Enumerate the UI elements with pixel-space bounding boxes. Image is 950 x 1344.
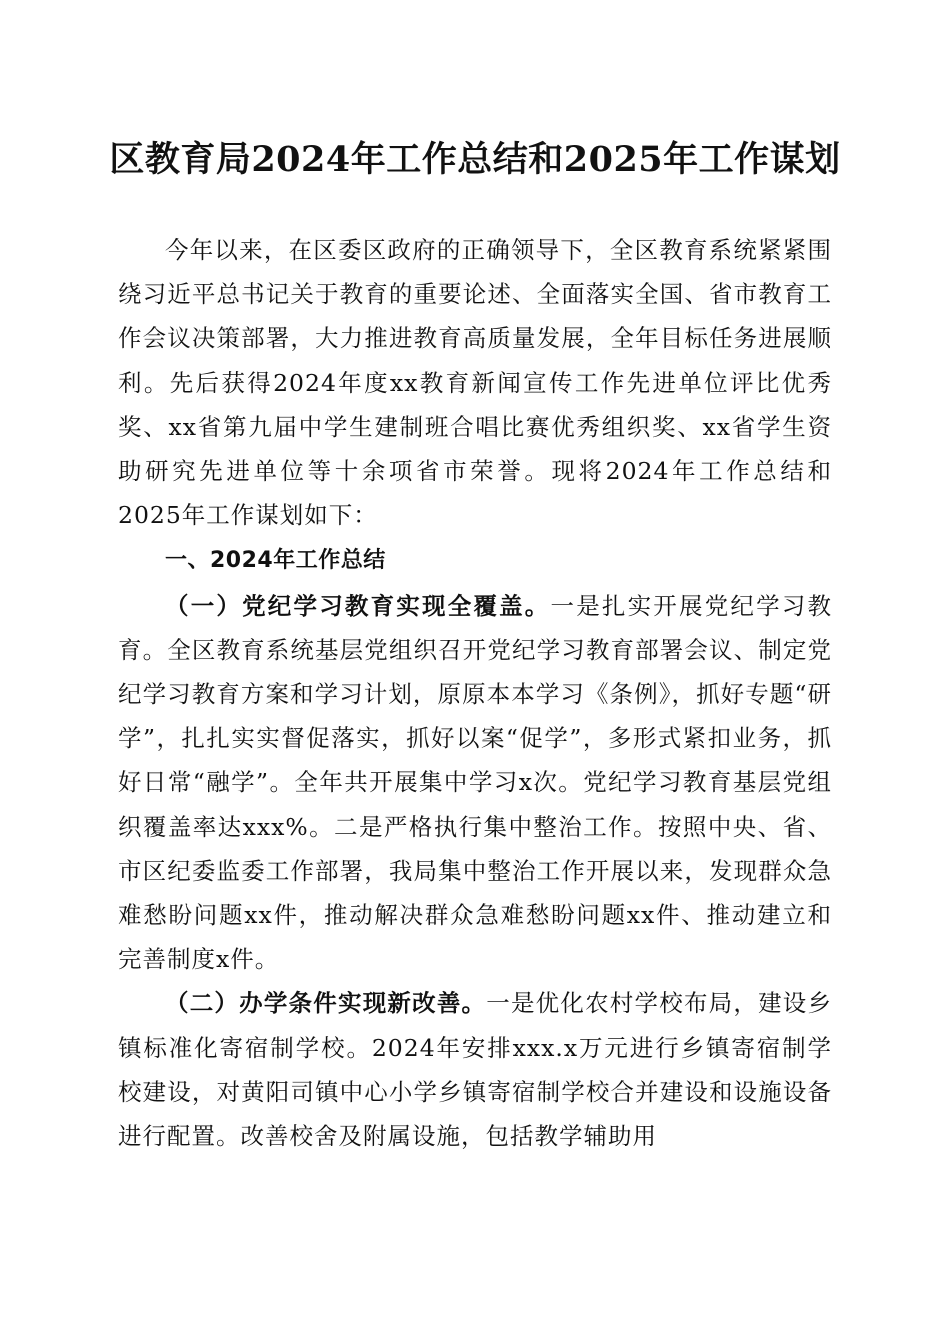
document-body (118, 228, 832, 1158)
part-2-paragraph (118, 981, 832, 1158)
intro-paragraph: 今年以来，在区委区政府的正确领导下，全区教育系统紧紧围绕习近平总书记关于教育的重要论述、全面落实全国、省市教育工作会议决策部署，大力推进教育高质量发展，全年目标任务进展顺利。先后获得2024年度xx教育新闻宣传工作先进单位评比优秀奖、xx省第九届中学生建制班合唱比赛优秀组织奖、xx省学生资助研究先进单位等十余项省市荣誉。现将2024年工作总结和2025年工作谋划如下： (118, 236, 832, 530)
part-1-paragraph (118, 584, 832, 982)
document-title: 区教育局2024年工作总结和2025年工作谋划 (109, 139, 841, 180)
part-1-heading: （一）党纪学习教育实现全覆盖。 (165, 591, 551, 620)
section-heading (118, 537, 832, 583)
part-2-heading: （二）办学条件实现新改善。 (165, 989, 487, 1018)
section-1-heading: 一、2024年工作总结 (165, 548, 386, 574)
part-2-text: 一是优化农村学校布局，建设乡镇标准化寄宿制学校。2024年安排xxx.x万元进行乡镇寄宿制学校建设，对黄阳司镇中心小学乡镇寄宿制学校合并建设和设施设备进行配置。改善校舍及附属设施，包括教学辅助用 (118, 989, 832, 1151)
part-1-text: 一是扎实开展党纪学习教育。全区教育系统基层党组织召开党纪学习教育部署会议、制定党纪学习教育方案和学习计划，原原本本学习《条例》，抓好专题“研学”，扎扎实实督促落实，抓好以案“促学”，多形式紧扣业务，抓好日常“融学”。全年共开展集中学习x次。党纪学习教育基层党组织覆盖率达xxx%。二是严格执行集中整治工作。按照中央、省、市区纪委监委工作部署，我局集中整治工作开展以来，发现群众急难愁盼问题xx件，推动解决群众急难愁盼问题xx件、推动建立和完善制度x件。 (118, 591, 832, 974)
